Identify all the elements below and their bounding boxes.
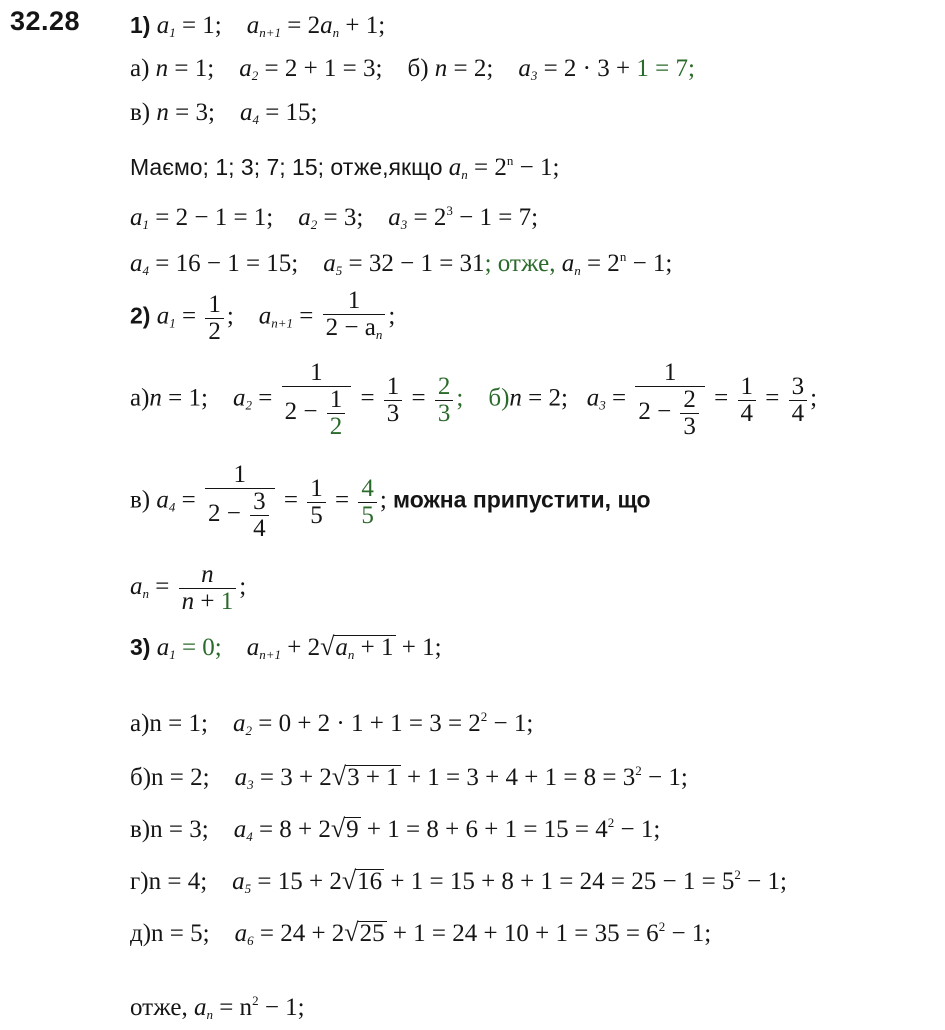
part2-cases-ab: а)n = 1; $a_2$ = 1 2 − $\frac{1}{2}$ = $\frac{1}{3}$ = $\frac{2}{3}$ ; б)n = 2; $a_3$ = 1 2 − $\frac{2}{3}$ = $\frac{1}{4}$ = $\frac{3}{4}$ ; [130,359,818,440]
fraction-recurrence: $\frac{1}{2 - a_n}$ [323,288,386,348]
part3-case-d: д)n = 5; $a_6 = 24 + 2√25 + 1 = 24 + 10 + 1 = 35 = 6^2 - 1$; [130,918,712,948]
part3-recurrence: 3) $a_1 = 0$; $a_{n+1} + 2√a_n + 1 + 1$; [130,632,442,670]
part3-case-b: б)n = 2; $a_3 = 3 + 2√3 + 1 + 1 = 3 + 4 + 1 = 8 = 3^2 - 1$; [130,762,688,792]
part3-case-v: в)n = 3; $a_4 = 8 + 2√9 + 1 = 8 + 6 + 1 = 15 = 4^2 - 1$; [130,814,661,844]
part1-check-2: $a_4 = 16 - 1 = 15$; $a_5 = 32 - 1 = 31$; отже, $a_n = 2^n - 1$; [130,249,673,278]
part1-check-1: $a_1 = 2 - 1 = 1$; $a_2 = 3$; $a_3 = 2^3 - 1 = 7$; [130,203,539,232]
part2-conclusion: $a_n$ = $\frac{n}{n + 1}$ ; [130,561,247,615]
part1-cases-ab: а) n = 1; $a_2 = 2 + 1 = 3$; б) n = 2; $a_3 = 2 \cdot 3 + 1 = 7$; [130,55,695,83]
part3-conclusion: отже, $a_n = n^2 - 1$; [130,993,305,1022]
part1-hypothesis: Маємо; 1; 3; 7; 15; отже,якщо $a_n = 2^n - 1$; [130,153,560,182]
fraction-one-half: $\frac{1}{2}$ [205,292,224,345]
part3-case-a: а)n = 1; $a_2 = 0 + 2 \cdot 1 + 1 = 3 = 2^2 - 1$; [130,709,534,738]
problem-number: 32.28 [10,6,81,36]
part1-recurrence: 1) $a_1 = 1$; $a_{n+1} = 2a_n + 1$; [130,12,386,40]
part3-case-g: г)n = 4; $a_5 = 15 + 2√16 + 1 = 15 + 8 + 1 = 24 = 25 - 1 = 5^2 - 1$; [130,866,787,896]
part2-recurrence: 2) $a_1$ = $\frac{1}{2}$ ; $a_{n+1}$ = $\frac{1}{2 - a_n}$ ; [130,288,395,348]
part1-case-v: в) n = 3; $a_4 = 15$; [130,99,318,127]
part2-case-v: в) $a_4$ = 1 2 − $\frac{3}{4}$ = $\frac{1}{5}$ = $\frac{4}{5}$ ; можна припустити, що [130,461,651,542]
